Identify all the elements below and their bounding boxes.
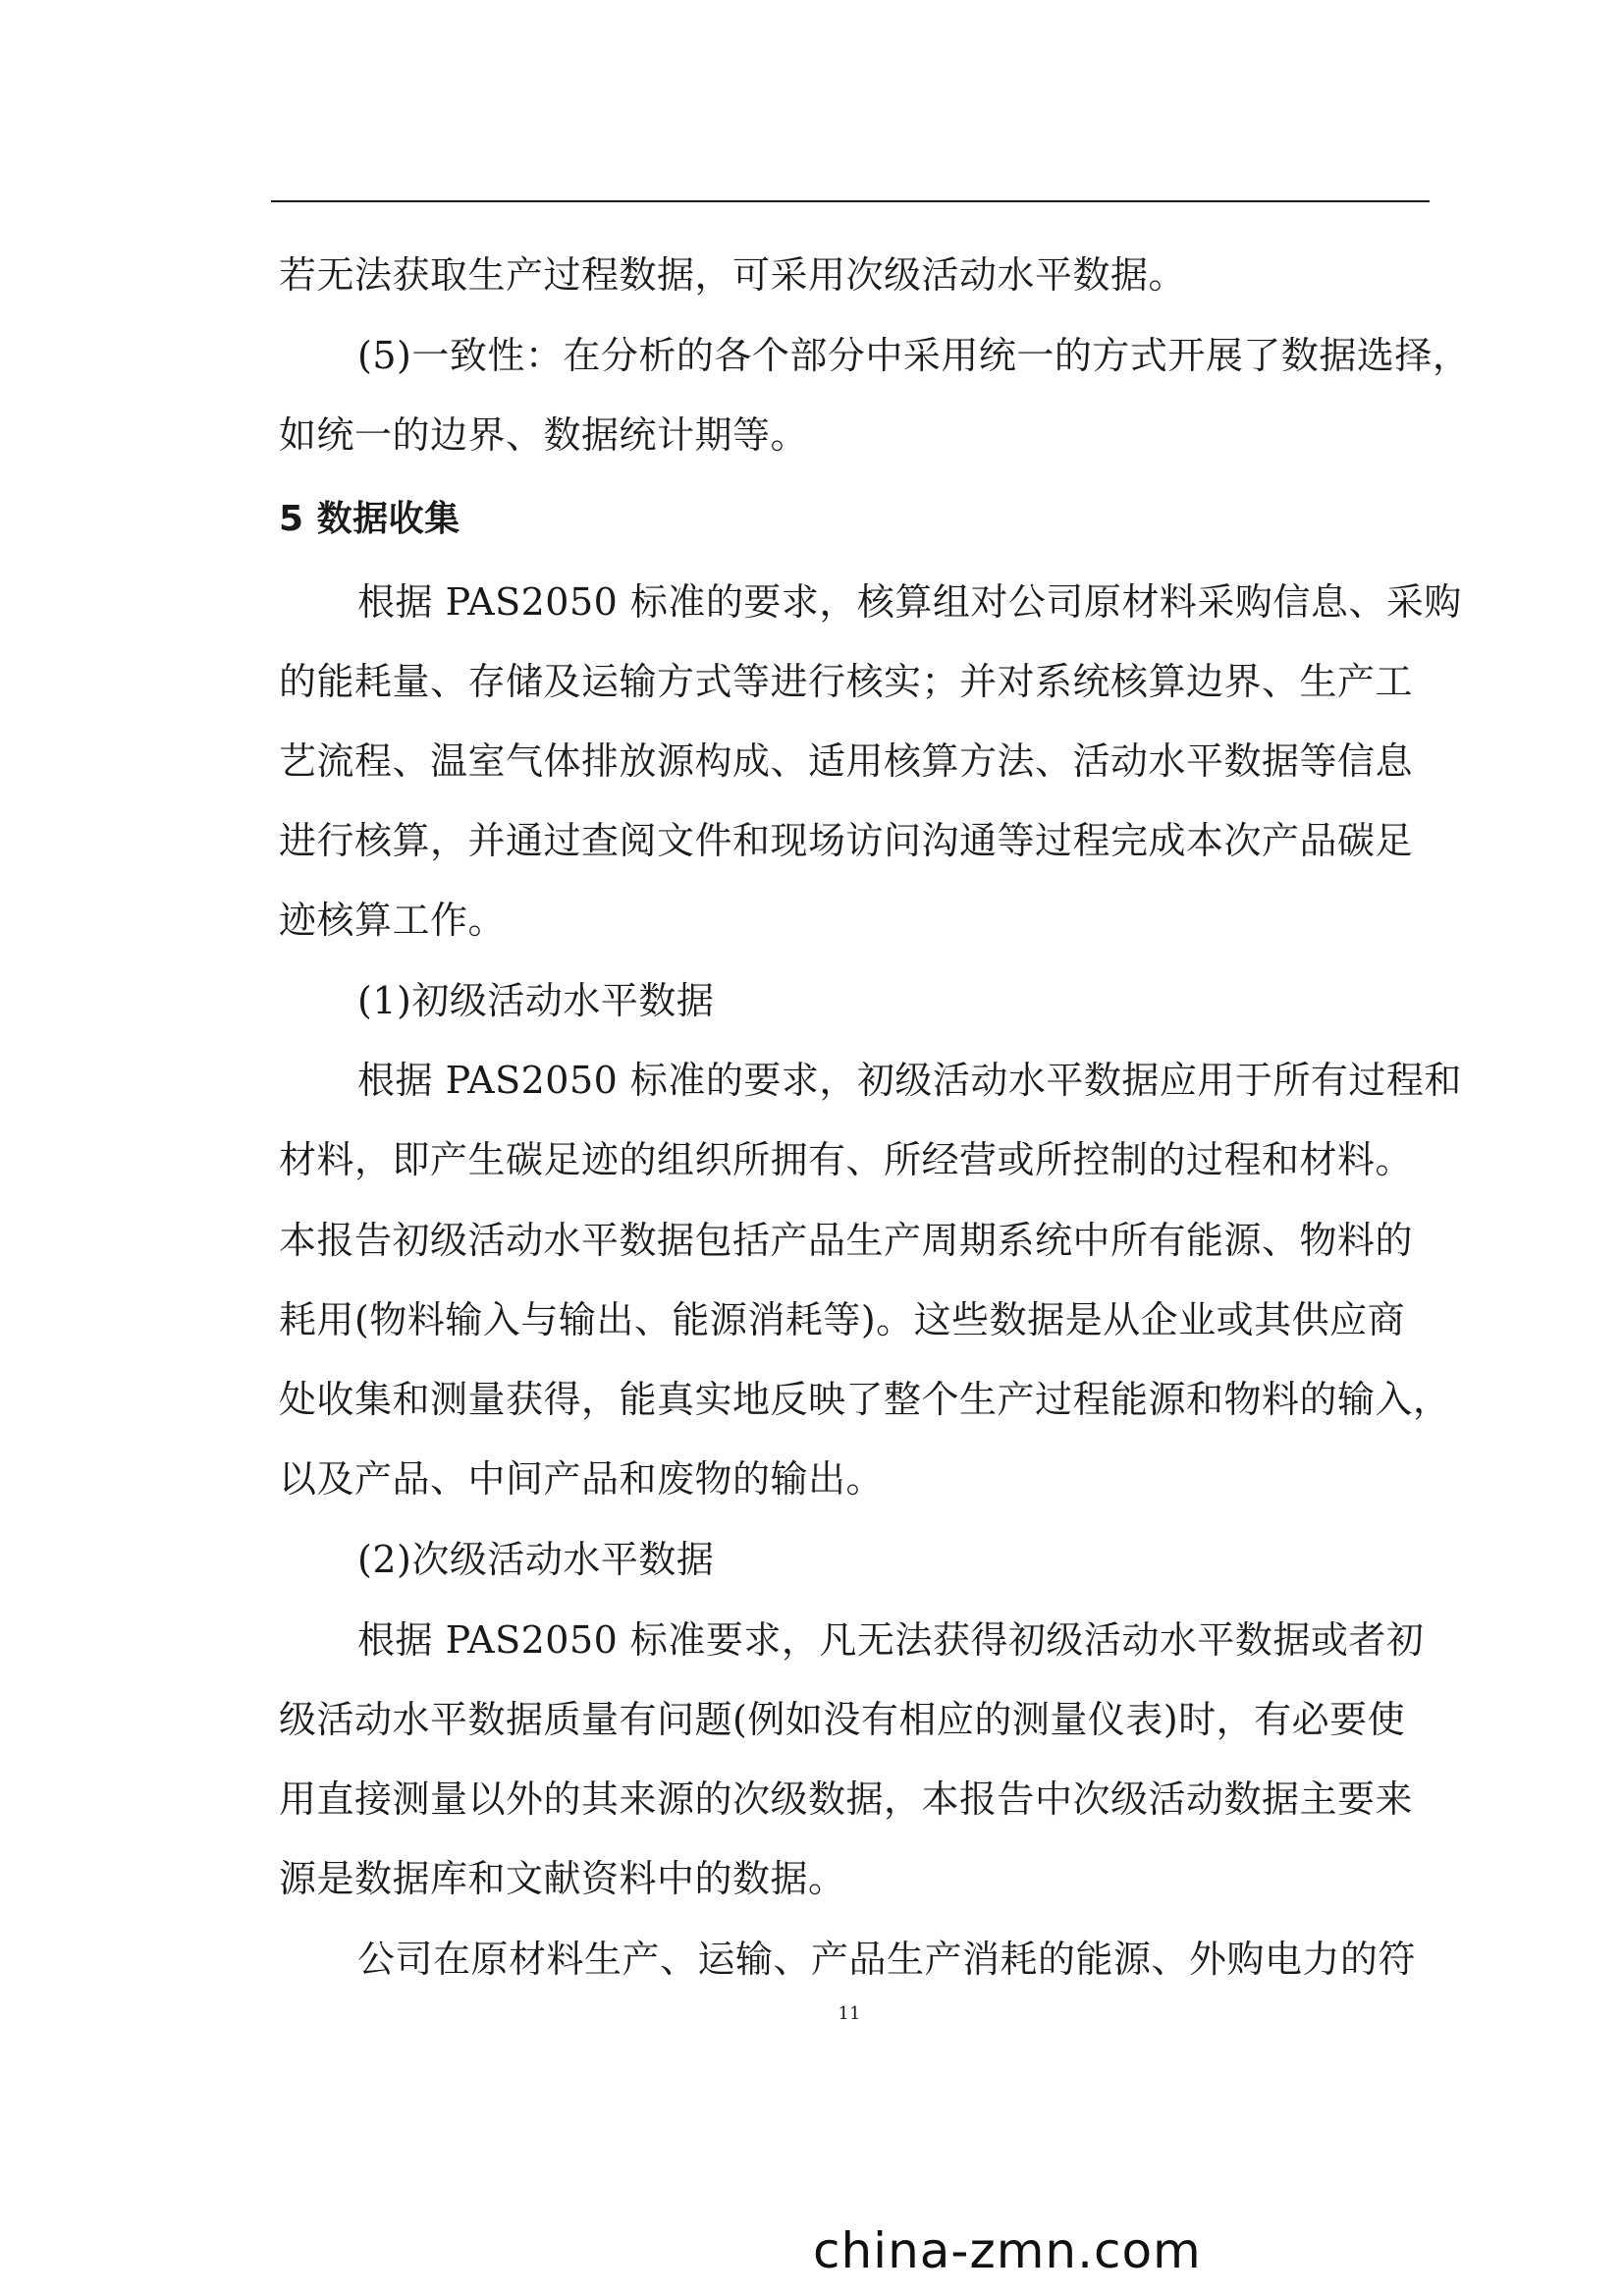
body-line: 若无法获取生产过程数据，可采用次级活动水平数据。 bbox=[279, 253, 1187, 297]
body-line: 处收集和测量获得，能真实地反映了整个生产过程能源和物料的输入， bbox=[279, 1378, 1451, 1421]
body-line: 根据 PAS2050 标准要求，凡无法获得初级活动水平数据或者初 bbox=[357, 1618, 1425, 1662]
body-line: 根据 PAS2050 标准的要求，核算组对公司原材料采购信息、采购 bbox=[357, 580, 1462, 624]
body-line: 公司在原材料生产、运输、产品生产消耗的能源、外购电力的符 bbox=[357, 1938, 1417, 1981]
body-line: 进行核算，并通过查阅文件和现场访问沟通等过程完成本次产品碳足 bbox=[279, 819, 1414, 862]
watermark-text: china-zmn.com bbox=[813, 2222, 1202, 2279]
body-line: 耗用(物料输入与输出、能源消耗等)。这些数据是从企业或其供应商 bbox=[279, 1298, 1406, 1341]
body-line: 根据 PAS2050 标准的要求，初级活动水平数据应用于所有过程和 bbox=[357, 1059, 1462, 1102]
body-line: 级活动水平数据质量有问题(例如没有相应的测量仪表)时，有必要使 bbox=[279, 1698, 1406, 1741]
body-line: 本报告初级活动水平数据包括产品生产周期系统中所有能源、物料的 bbox=[279, 1219, 1414, 1262]
body-line: 艺流程、温室气体排放源构成、适用核算方法、活动水平数据等信息 bbox=[279, 739, 1414, 783]
body-line: 用直接测量以外的其来源的次级数据，本报告中次级活动数据主要来 bbox=[279, 1777, 1414, 1821]
body-line: 材料，即产生碳足迹的组织所拥有、所经营或所控制的过程和材料。 bbox=[279, 1138, 1414, 1181]
body-line: (5)一致性：在分析的各个部分中采用统一的方式开展了数据选择， bbox=[357, 334, 1471, 377]
section-heading: 5 数据收集 bbox=[279, 499, 460, 539]
header-rule bbox=[271, 200, 1430, 202]
body-line: 的能耗量、存储及运输方式等进行核实；并对系统核算边界、生产工 bbox=[279, 660, 1414, 703]
subsection-title: (1)初级活动水平数据 bbox=[357, 979, 715, 1022]
body-line: 迹核算工作。 bbox=[279, 899, 507, 942]
body-line: 以及产品、中间产品和废物的输出。 bbox=[279, 1457, 885, 1501]
page-number: 11 bbox=[838, 2003, 861, 2024]
subsection-title: (2)次级活动水平数据 bbox=[357, 1538, 715, 1581]
body-line: 源是数据库和文献资料中的数据。 bbox=[279, 1857, 846, 1900]
body-line: 如统一的边界、数据统计期等。 bbox=[279, 413, 809, 457]
